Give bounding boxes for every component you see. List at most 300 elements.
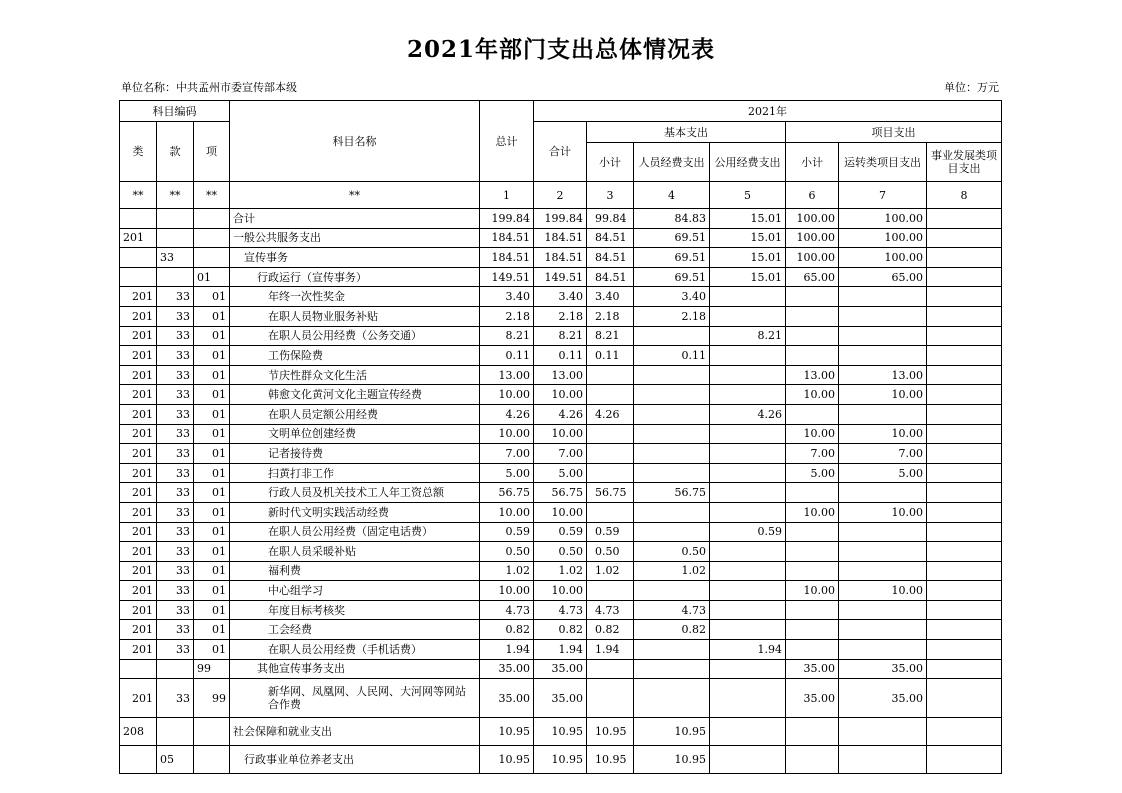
sum-cell: 0.59 xyxy=(534,522,587,542)
dev-cell xyxy=(927,228,1002,248)
table-row xyxy=(120,404,1002,424)
total-cell: 1.94 xyxy=(480,640,534,660)
project-subtotal-cell xyxy=(786,640,839,660)
public-cell xyxy=(710,287,786,307)
code-xiang xyxy=(194,746,230,774)
sum-cell: 10.95 xyxy=(534,718,587,746)
code-lei: 201 xyxy=(120,444,157,464)
header-heji: 合计 xyxy=(534,122,587,182)
code-lei xyxy=(120,209,157,229)
basic-subtotal-cell xyxy=(587,385,634,405)
total-cell: 10.95 xyxy=(480,746,534,774)
code-lei: 201 xyxy=(120,404,157,424)
project-subtotal-cell xyxy=(786,620,839,640)
total-cell: 56.75 xyxy=(480,483,534,503)
dev-cell xyxy=(927,326,1002,346)
dev-cell xyxy=(927,542,1002,562)
table-row xyxy=(120,209,1002,229)
project-subtotal-cell xyxy=(786,542,839,562)
total-cell: 13.00 xyxy=(480,365,534,385)
project-subtotal-cell: 100.00 xyxy=(786,228,839,248)
header-col-7: 7 xyxy=(839,182,927,209)
code-lei: 201 xyxy=(120,326,157,346)
code-lei: 201 xyxy=(120,502,157,522)
subject-name: 合计 xyxy=(230,209,480,229)
basic-subtotal-cell xyxy=(587,463,634,483)
total-cell: 10.00 xyxy=(480,385,534,405)
operating-cell xyxy=(839,522,927,542)
operating-cell xyxy=(839,542,927,562)
operating-cell xyxy=(839,404,927,424)
subject-name: 宣传事务 xyxy=(230,248,480,268)
project-subtotal-cell xyxy=(786,287,839,307)
table-row xyxy=(120,659,1002,679)
header-col-8: 8 xyxy=(927,182,1002,209)
sum-cell: 0.82 xyxy=(534,620,587,640)
code-kuan: 05 xyxy=(157,746,194,774)
subject-name: 在职人员公用经费（公务交通） xyxy=(230,326,480,346)
subject-name: 福利费 xyxy=(230,561,480,581)
operating-cell: 100.00 xyxy=(839,228,927,248)
public-cell xyxy=(710,679,786,718)
subject-name: 年终一次性奖金 xyxy=(230,287,480,307)
dev-cell xyxy=(927,561,1002,581)
subject-name: 扫黄打非工作 xyxy=(230,463,480,483)
basic-subtotal-cell xyxy=(587,581,634,601)
personnel-cell: 1.02 xyxy=(634,561,710,581)
code-xiang: 01 xyxy=(194,502,230,522)
code-kuan: 33 xyxy=(157,502,194,522)
table-row xyxy=(120,287,1002,307)
code-kuan: 33 xyxy=(157,463,194,483)
table-row xyxy=(120,346,1002,366)
personnel-cell: 69.51 xyxy=(634,267,710,287)
project-subtotal-cell xyxy=(786,746,839,774)
code-lei: 201 xyxy=(120,561,157,581)
code-kuan: 33 xyxy=(157,640,194,660)
table-row xyxy=(120,679,1002,718)
public-cell: 15.01 xyxy=(710,267,786,287)
personnel-cell: 0.82 xyxy=(634,620,710,640)
header-basic: 基本支出 xyxy=(587,122,786,143)
project-subtotal-cell: 65.00 xyxy=(786,267,839,287)
operating-cell xyxy=(839,620,927,640)
personnel-cell: 84.83 xyxy=(634,209,710,229)
dev-cell xyxy=(927,385,1002,405)
code-xiang: 99 xyxy=(194,659,230,679)
sum-cell: 8.21 xyxy=(534,326,587,346)
basic-subtotal-cell: 4.73 xyxy=(587,600,634,620)
personnel-cell xyxy=(634,463,710,483)
code-kuan: 33 xyxy=(157,679,194,718)
header-stars-xiang: ** xyxy=(194,182,230,209)
subject-name: 节庆性群众文化生活 xyxy=(230,365,480,385)
dev-cell xyxy=(927,306,1002,326)
unit-label: 单位：万元 xyxy=(944,81,999,94)
basic-subtotal-cell: 3.40 xyxy=(587,287,634,307)
header-stars-kuan: ** xyxy=(157,182,194,209)
table-row xyxy=(120,561,1002,581)
personnel-cell xyxy=(634,385,710,405)
table-row xyxy=(120,718,1002,746)
header-lei: 类 xyxy=(120,122,157,182)
dev-cell xyxy=(927,404,1002,424)
table-row xyxy=(120,444,1002,464)
project-subtotal-cell: 10.00 xyxy=(786,385,839,405)
personnel-cell: 69.51 xyxy=(634,248,710,268)
code-xiang: 01 xyxy=(194,542,230,562)
total-cell: 3.40 xyxy=(480,287,534,307)
sum-cell: 7.00 xyxy=(534,444,587,464)
personnel-cell xyxy=(634,502,710,522)
header-code: 科目编码 xyxy=(120,101,230,122)
code-kuan xyxy=(157,659,194,679)
code-kuan: 33 xyxy=(157,542,194,562)
code-lei: 201 xyxy=(120,620,157,640)
basic-subtotal-cell: 1.02 xyxy=(587,561,634,581)
dev-cell xyxy=(927,659,1002,679)
dev-cell xyxy=(927,365,1002,385)
basic-subtotal-cell: 84.51 xyxy=(587,248,634,268)
subject-name: 社会保障和就业支出 xyxy=(230,718,480,746)
total-cell: 5.00 xyxy=(480,463,534,483)
sum-cell: 199.84 xyxy=(534,209,587,229)
total-cell: 10.00 xyxy=(480,424,534,444)
operating-cell xyxy=(839,561,927,581)
total-cell: 199.84 xyxy=(480,209,534,229)
basic-subtotal-cell xyxy=(587,365,634,385)
sum-cell: 1.94 xyxy=(534,640,587,660)
public-cell xyxy=(710,561,786,581)
public-cell xyxy=(710,424,786,444)
code-xiang: 01 xyxy=(194,463,230,483)
sum-cell: 0.50 xyxy=(534,542,587,562)
dev-cell xyxy=(927,463,1002,483)
dev-cell xyxy=(927,346,1002,366)
sum-cell: 4.73 xyxy=(534,600,587,620)
table-row xyxy=(120,385,1002,405)
dev-cell xyxy=(927,718,1002,746)
total-cell: 7.00 xyxy=(480,444,534,464)
expenditure-table xyxy=(119,100,1002,774)
total-cell: 1.02 xyxy=(480,561,534,581)
code-xiang xyxy=(194,228,230,248)
personnel-cell xyxy=(634,365,710,385)
subject-name: 记者接待费 xyxy=(230,444,480,464)
project-subtotal-cell: 7.00 xyxy=(786,444,839,464)
header-public: 公用经费支出 xyxy=(710,143,786,182)
project-subtotal-cell: 13.00 xyxy=(786,365,839,385)
code-lei: 201 xyxy=(120,228,157,248)
personnel-cell: 69.51 xyxy=(634,228,710,248)
total-cell: 10.00 xyxy=(480,502,534,522)
personnel-cell xyxy=(634,404,710,424)
personnel-cell xyxy=(634,424,710,444)
total-cell: 184.51 xyxy=(480,228,534,248)
public-cell xyxy=(710,463,786,483)
basic-subtotal-cell xyxy=(587,502,634,522)
public-cell xyxy=(710,746,786,774)
code-xiang: 01 xyxy=(194,287,230,307)
operating-cell: 35.00 xyxy=(839,659,927,679)
personnel-cell: 2.18 xyxy=(634,306,710,326)
code-lei: 201 xyxy=(120,542,157,562)
header-stars-name: ** xyxy=(230,182,480,209)
dev-cell xyxy=(927,424,1002,444)
public-cell xyxy=(710,718,786,746)
header-col-4: 4 xyxy=(634,182,710,209)
code-xiang: 01 xyxy=(194,620,230,640)
sum-cell: 149.51 xyxy=(534,267,587,287)
basic-subtotal-cell: 84.51 xyxy=(587,228,634,248)
basic-subtotal-cell: 84.51 xyxy=(587,267,634,287)
subject-name: 文明单位创建经费 xyxy=(230,424,480,444)
total-cell: 0.59 xyxy=(480,522,534,542)
code-lei xyxy=(120,746,157,774)
subject-name: 行政事业单位养老支出 xyxy=(230,746,480,774)
operating-cell: 10.00 xyxy=(839,581,927,601)
personnel-cell xyxy=(634,522,710,542)
project-subtotal-cell xyxy=(786,306,839,326)
project-subtotal-cell: 100.00 xyxy=(786,248,839,268)
code-xiang: 01 xyxy=(194,444,230,464)
total-cell: 8.21 xyxy=(480,326,534,346)
code-xiang: 01 xyxy=(194,640,230,660)
table-row xyxy=(120,600,1002,620)
table-row xyxy=(120,483,1002,503)
code-kuan xyxy=(157,718,194,746)
total-cell: 10.00 xyxy=(480,581,534,601)
subject-name: 新华网、凤凰网、人民网、大河网等网站合作费 xyxy=(230,679,480,718)
code-kuan: 33 xyxy=(157,404,194,424)
code-lei: 201 xyxy=(120,424,157,444)
code-lei: 201 xyxy=(120,640,157,660)
project-subtotal-cell xyxy=(786,600,839,620)
basic-subtotal-cell: 0.50 xyxy=(587,542,634,562)
header-col-1: 1 xyxy=(480,182,534,209)
basic-subtotal-cell xyxy=(587,679,634,718)
public-cell xyxy=(710,365,786,385)
project-subtotal-cell xyxy=(786,404,839,424)
operating-cell: 100.00 xyxy=(839,248,927,268)
table-row xyxy=(120,267,1002,287)
sum-cell: 10.95 xyxy=(534,746,587,774)
code-kuan xyxy=(157,267,194,287)
table-row xyxy=(120,620,1002,640)
code-lei: 201 xyxy=(120,483,157,503)
operating-cell: 10.00 xyxy=(839,502,927,522)
code-kuan: 33 xyxy=(157,424,194,444)
subject-name: 新时代文明实践活动经费 xyxy=(230,502,480,522)
sum-cell: 2.18 xyxy=(534,306,587,326)
sum-cell: 4.26 xyxy=(534,404,587,424)
code-lei: 201 xyxy=(120,463,157,483)
code-xiang: 01 xyxy=(194,326,230,346)
subject-name: 韩愈文化黄河文化主题宣传经费 xyxy=(230,385,480,405)
total-cell: 35.00 xyxy=(480,659,534,679)
subject-name: 一般公共服务支出 xyxy=(230,228,480,248)
code-xiang: 01 xyxy=(194,581,230,601)
operating-cell xyxy=(839,326,927,346)
public-cell xyxy=(710,385,786,405)
table-row xyxy=(120,228,1002,248)
header-operating: 运转类项目支出 xyxy=(839,143,927,182)
header-project: 项目支出 xyxy=(786,122,1002,143)
personnel-cell: 0.50 xyxy=(634,542,710,562)
operating-cell: 7.00 xyxy=(839,444,927,464)
project-subtotal-cell: 35.00 xyxy=(786,679,839,718)
table-row xyxy=(120,640,1002,660)
public-cell xyxy=(710,483,786,503)
sum-cell: 13.00 xyxy=(534,365,587,385)
project-subtotal-cell: 5.00 xyxy=(786,463,839,483)
dev-cell xyxy=(927,746,1002,774)
header-col-2: 2 xyxy=(534,182,587,209)
code-lei: 201 xyxy=(120,522,157,542)
code-xiang: 01 xyxy=(194,424,230,444)
code-xiang: 01 xyxy=(194,404,230,424)
basic-subtotal-cell: 4.26 xyxy=(587,404,634,424)
table-row xyxy=(120,306,1002,326)
project-subtotal-cell: 10.00 xyxy=(786,502,839,522)
personnel-cell: 4.73 xyxy=(634,600,710,620)
table-row xyxy=(120,365,1002,385)
code-kuan: 33 xyxy=(157,326,194,346)
header-year: 2021年 xyxy=(534,101,1002,122)
operating-cell: 100.00 xyxy=(839,209,927,229)
personnel-cell xyxy=(634,326,710,346)
public-cell xyxy=(710,306,786,326)
code-lei: 201 xyxy=(120,346,157,366)
code-lei xyxy=(120,248,157,268)
basic-subtotal-cell xyxy=(587,424,634,444)
dev-cell xyxy=(927,209,1002,229)
public-cell: 1.94 xyxy=(710,640,786,660)
header-col-6: 6 xyxy=(786,182,839,209)
table-row xyxy=(120,248,1002,268)
code-xiang: 01 xyxy=(194,346,230,366)
code-kuan: 33 xyxy=(157,346,194,366)
code-lei: 201 xyxy=(120,581,157,601)
header-project-xiaoji: 小计 xyxy=(786,143,839,182)
table-row xyxy=(120,502,1002,522)
code-lei xyxy=(120,267,157,287)
basic-subtotal-cell xyxy=(587,659,634,679)
total-cell: 4.73 xyxy=(480,600,534,620)
header-col-5: 5 xyxy=(710,182,786,209)
public-cell: 15.01 xyxy=(710,228,786,248)
subject-name: 年度目标考核奖 xyxy=(230,600,480,620)
subject-name: 在职人员公用经费（固定电话费） xyxy=(230,522,480,542)
code-lei: 201 xyxy=(120,385,157,405)
code-lei: 208 xyxy=(120,718,157,746)
total-cell: 4.26 xyxy=(480,404,534,424)
code-kuan: 33 xyxy=(157,248,194,268)
basic-subtotal-cell: 1.94 xyxy=(587,640,634,660)
header-personnel: 人员经费支出 xyxy=(634,143,710,182)
operating-cell xyxy=(839,346,927,366)
sum-cell: 1.02 xyxy=(534,561,587,581)
code-kuan: 33 xyxy=(157,620,194,640)
table-row xyxy=(120,522,1002,542)
public-cell xyxy=(710,581,786,601)
basic-subtotal-cell: 0.11 xyxy=(587,346,634,366)
project-subtotal-cell xyxy=(786,483,839,503)
header-dev: 事业发展类项目支出 xyxy=(927,143,1002,182)
project-subtotal-cell: 35.00 xyxy=(786,659,839,679)
dev-cell xyxy=(927,444,1002,464)
header-name: 科目名称 xyxy=(230,101,480,182)
code-xiang: 01 xyxy=(194,365,230,385)
subject-name: 在职人员采暖补贴 xyxy=(230,542,480,562)
sum-cell: 184.51 xyxy=(534,248,587,268)
sum-cell: 10.00 xyxy=(534,502,587,522)
operating-cell xyxy=(839,287,927,307)
code-kuan: 33 xyxy=(157,483,194,503)
header-total: 总计 xyxy=(480,101,534,182)
personnel-cell: 0.11 xyxy=(634,346,710,366)
public-cell xyxy=(710,620,786,640)
code-lei: 201 xyxy=(120,600,157,620)
sum-cell: 184.51 xyxy=(534,228,587,248)
subject-name: 行政人员及机关技术工人年工资总额 xyxy=(230,483,480,503)
code-lei: 201 xyxy=(120,679,157,718)
dev-cell xyxy=(927,522,1002,542)
code-kuan: 33 xyxy=(157,522,194,542)
total-cell: 0.11 xyxy=(480,346,534,366)
basic-subtotal-cell xyxy=(587,444,634,464)
code-xiang: 01 xyxy=(194,306,230,326)
public-cell xyxy=(710,600,786,620)
personnel-cell xyxy=(634,444,710,464)
dev-cell xyxy=(927,640,1002,660)
operating-cell xyxy=(839,600,927,620)
subject-name: 在职人员物业服务补贴 xyxy=(230,306,480,326)
total-cell: 0.50 xyxy=(480,542,534,562)
code-xiang: 01 xyxy=(194,483,230,503)
public-cell xyxy=(710,502,786,522)
operating-cell: 65.00 xyxy=(839,267,927,287)
sum-cell: 5.00 xyxy=(534,463,587,483)
basic-subtotal-cell: 2.18 xyxy=(587,306,634,326)
code-xiang: 01 xyxy=(194,267,230,287)
personnel-cell: 10.95 xyxy=(634,746,710,774)
code-xiang xyxy=(194,209,230,229)
dev-cell xyxy=(927,502,1002,522)
sum-cell: 10.00 xyxy=(534,581,587,601)
dev-cell xyxy=(927,600,1002,620)
operating-cell: 35.00 xyxy=(839,679,927,718)
subject-name: 在职人员公用经费（手机话费） xyxy=(230,640,480,660)
sum-cell: 3.40 xyxy=(534,287,587,307)
header-stars-lei: ** xyxy=(120,182,157,209)
code-xiang: 01 xyxy=(194,561,230,581)
total-cell: 2.18 xyxy=(480,306,534,326)
subject-name: 在职人员定额公用经费 xyxy=(230,404,480,424)
code-xiang: 01 xyxy=(194,385,230,405)
code-xiang xyxy=(194,718,230,746)
unit-name: 单位名称：中共孟州市委宣传部本级 xyxy=(121,81,297,94)
public-cell: 15.01 xyxy=(710,248,786,268)
project-subtotal-cell xyxy=(786,522,839,542)
code-kuan: 33 xyxy=(157,561,194,581)
header-kuan: 款 xyxy=(157,122,194,182)
dev-cell xyxy=(927,248,1002,268)
operating-cell xyxy=(839,746,927,774)
public-cell xyxy=(710,346,786,366)
total-cell: 10.95 xyxy=(480,718,534,746)
sum-cell: 56.75 xyxy=(534,483,587,503)
